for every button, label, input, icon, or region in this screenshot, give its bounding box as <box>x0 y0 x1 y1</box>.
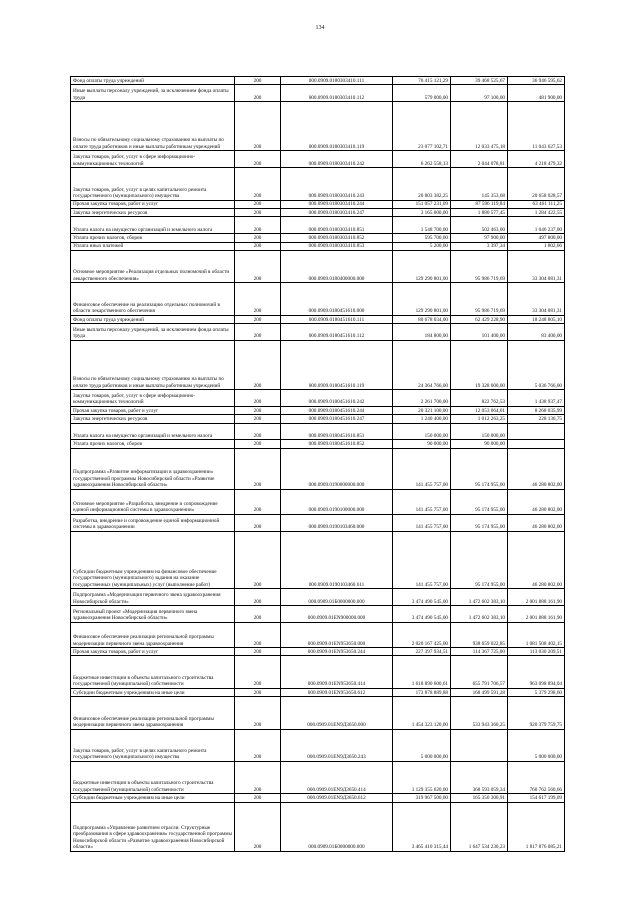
table-row <box>71 606 565 623</box>
table-row <box>71 697 565 729</box>
row-ved-code: 200 <box>235 531 281 589</box>
row-name: Закупка энергетических ресурсов <box>71 208 235 216</box>
row-approved-amount: 23 077 102,71 <box>393 102 451 151</box>
table-row <box>71 489 565 514</box>
row-ved-code: 200 <box>235 315 281 323</box>
row-executed-amount: 12 053 064,01 <box>451 406 508 414</box>
table-row <box>71 315 565 323</box>
table-row <box>71 656 565 688</box>
row-unexecuted-amount <box>508 440 565 448</box>
row-approved-amount: 3 474 490 545,00 <box>393 589 451 606</box>
table-row <box>71 85 565 102</box>
row-name: Субсидии бюджетным учреждениям на иные цели <box>71 688 235 696</box>
row-unexecuted-amount: 1 817 876 085,21 <box>508 802 565 851</box>
row-ved-code: 200 <box>235 234 281 242</box>
row-name: Закупка товаров, работ, услуг в сфере информационно-коммуникационных технологий <box>71 151 235 168</box>
row-approved-amount: 141 455 757,00 <box>393 531 451 589</box>
row-unexecuted-amount <box>508 423 565 440</box>
row-budget-code: 000.0909.0190100000.000 <box>281 489 393 514</box>
row-budget-code: 000.0909.01ЕN953650.000 <box>281 622 393 647</box>
table-row <box>71 648 565 656</box>
row-executed-amount: 1 647 534 230,23 <box>451 802 508 851</box>
row-ved-code: 200 <box>235 802 281 851</box>
row-budget-code: 000.0909.0180451610.000 <box>281 283 393 315</box>
row-name: Основное мероприятие «Разработка, внедрение и сопровождение единой информационной системы в здравоохранении» <box>71 489 235 514</box>
row-ved-code: 200 <box>235 448 281 489</box>
row-name: Подпрограмма «Управление развитием отрасли. Структурные преобразования в сфере здравоохранения» государственной программы Новосибирской области «Развитие здравоохранения Новосибирской области» <box>71 802 235 851</box>
row-ved-code: 200 <box>235 589 281 606</box>
row-budget-code: 000.0909.01ЕN953650.244 <box>281 648 393 656</box>
row-name: Закупка товаров, работ, услуг в целях капитального ремонта государственного (муниципального) имущества <box>71 168 235 200</box>
row-unexecuted-amount: 4 218 479,32 <box>508 151 565 168</box>
row-approved-amount: 5 000 000,00 <box>393 729 451 761</box>
table-row <box>71 531 565 589</box>
table-row <box>71 340 565 389</box>
row-name: Уплата иных платежей <box>71 242 235 250</box>
row-name: Подпрограмма «Модернизация первичного звена здравоохранения Новосибирской области» <box>71 589 235 606</box>
row-budget-code: 000.0909.0180303410.853 <box>281 242 393 250</box>
row-unexecuted-amount: 46 280 802,00 <box>508 531 565 589</box>
row-name: Взносы по обязательному социальному страхованию на выплаты по оплате труда работников и иные выплаты работникам учреждений <box>71 340 235 389</box>
row-name: Финансовое обеспечение реализации региональной программы модернизации первичного звена здравоохранения <box>71 697 235 729</box>
row-approved-amount: 1 240 400,00 <box>393 415 451 423</box>
row-approved-amount: 129 290 801,00 <box>393 250 451 282</box>
row-unexecuted-amount: 46 280 802,00 <box>508 489 565 514</box>
row-approved-amount: 20 321 100,00 <box>393 406 451 414</box>
row-name: Бюджетные инвестиции в объекты капитального строительства государственной (муниципальной) собственности <box>71 656 235 688</box>
row-executed-amount: 95 174 955,00 <box>451 514 508 531</box>
row-name: Финансовое обеспечение реализации региональной программы модернизации первичного звена здравоохранения <box>71 622 235 647</box>
table-row <box>71 448 565 489</box>
row-budget-code: 000.0909.0180303410.112 <box>281 85 393 102</box>
row-executed-amount: 655 791 706,57 <box>451 656 508 688</box>
row-approved-amount: 319 967 500,00 <box>393 794 451 802</box>
row-name: Уплата налога на имущество организаций и земельного налога <box>71 217 235 234</box>
table-row <box>71 729 565 761</box>
row-budget-code: 000.0909.01ЕN953650.612 <box>281 688 393 696</box>
row-budget-code: 000.0909.0180451610.112 <box>281 324 393 341</box>
row-executed-amount: 1 472 602 383,10 <box>451 589 508 606</box>
row-unexecuted-amount: 33 304 081,31 <box>508 250 565 282</box>
row-unexecuted-amount: 1 046 237,00 <box>508 217 565 234</box>
row-name: Основное мероприятие «Реализация отдельных полномочий в области лекарственного обеспечения» <box>71 250 235 282</box>
row-budget-code: 000.0909.01ЕN9Д3650.000 <box>281 697 393 729</box>
row-executed-amount: 114 367 725,00 <box>451 648 508 656</box>
row-executed-amount: 533 943 360,25 <box>451 697 508 729</box>
page-number: 134 <box>315 25 325 31</box>
row-unexecuted-amount: 36 946 595,62 <box>508 77 565 85</box>
row-approved-amount: 90 000,00 <box>393 440 451 448</box>
row-unexecuted-amount: 46 280 802,00 <box>508 514 565 531</box>
row-approved-amount: 2 261 700,00 <box>393 390 451 407</box>
row-name: Фонд оплаты труда учреждений <box>71 315 235 323</box>
row-ved-code: 200 <box>235 406 281 414</box>
row-ved-code: 200 <box>235 283 281 315</box>
row-ved-code: 200 <box>235 85 281 102</box>
row-budget-code: 000.0909.0190103460.611 <box>281 531 393 589</box>
row-budget-code: 000.0909.0180451610.851 <box>281 423 393 440</box>
row-unexecuted-amount: 1 438 937,47 <box>508 390 565 407</box>
row-ved-code: 200 <box>235 77 281 85</box>
row-unexecuted-amount: 5 000 000,00 <box>508 729 565 761</box>
row-approved-amount: 3 465 410 315,44 <box>393 802 451 851</box>
row-budget-code: 000.0909.0180400000.000 <box>281 250 393 282</box>
row-budget-code: 000.0909.0180303410.243 <box>281 168 393 200</box>
budget-table-body <box>71 77 565 852</box>
row-budget-code: 000.0909.0190103460.000 <box>281 514 393 531</box>
row-approved-amount: 2 020 167 425,00 <box>393 622 451 647</box>
table-row <box>71 250 565 282</box>
table-row <box>71 440 565 448</box>
row-ved-code: 200 <box>235 648 281 656</box>
row-approved-amount: 129 290 801,00 <box>393 283 451 315</box>
row-approved-amount: 579 000,00 <box>393 85 451 102</box>
row-ved-code: 200 <box>235 729 281 761</box>
row-ved-code: 200 <box>235 656 281 688</box>
table-row <box>71 151 565 168</box>
row-ved-code: 200 <box>235 761 281 793</box>
table-row <box>71 102 565 151</box>
table-row <box>71 77 565 85</box>
row-budget-code: 000.0909.01Б0000000.000 <box>281 802 393 851</box>
row-ved-code: 200 <box>235 250 281 282</box>
row-ved-code: 200 <box>235 622 281 647</box>
table-row <box>71 283 565 315</box>
row-executed-amount: 502 463,00 <box>451 217 508 234</box>
row-ved-code: 200 <box>235 697 281 729</box>
row-unexecuted-amount: 20 658 028,57 <box>508 168 565 200</box>
row-executed-amount: 3 397,34 <box>451 242 508 250</box>
row-budget-code: 000.0909.0180303410.851 <box>281 217 393 234</box>
row-approved-amount: 24 364 766,00 <box>393 340 451 389</box>
row-executed-amount: 368 593 059,34 <box>451 761 508 793</box>
row-budget-code: 000.0909.01ЕN9Д3650.414 <box>281 761 393 793</box>
row-ved-code: 200 <box>235 340 281 389</box>
row-unexecuted-amount: 113 030 209,51 <box>508 648 565 656</box>
row-name: Прочая закупка товаров, работ и услуг <box>71 406 235 414</box>
row-unexecuted-amount: 5 036 766,00 <box>508 340 565 389</box>
row-budget-code: 000.0909.01ЕN953650.414 <box>281 656 393 688</box>
row-executed-amount: 1 880 577,45 <box>451 208 508 216</box>
row-ved-code: 200 <box>235 200 281 208</box>
row-ved-code: 200 <box>235 415 281 423</box>
row-executed-amount: 95 174 955,00 <box>451 531 508 589</box>
row-executed-amount <box>451 729 508 761</box>
row-unexecuted-amount: 5 379 298,60 <box>508 688 565 696</box>
row-ved-code: 200 <box>235 102 281 151</box>
row-unexecuted-amount: 2 001 888 161,90 <box>508 589 565 606</box>
row-budget-code: 000.0909.0180303410.852 <box>281 234 393 242</box>
row-name: Финансовое обеспечение на реализацию отдельных полномочий в области лекарственного обеспечения <box>71 283 235 315</box>
row-budget-code: 000.0909.01ЕN9Д3650.612 <box>281 794 393 802</box>
row-budget-code: 000.0909.0180303410.242 <box>281 151 393 168</box>
row-name: Закупка энергетических ресурсов <box>71 415 235 423</box>
row-unexecuted-amount: 497 800,00 <box>508 234 565 242</box>
row-ved-code: 200 <box>235 423 281 440</box>
row-ved-code: 200 <box>235 208 281 216</box>
row-executed-amount: 95 174 955,00 <box>451 448 508 489</box>
row-name: Прочая закупка товаров, работ и услуг <box>71 648 235 656</box>
row-budget-code: 000.0909.01ЕN900000.000 <box>281 606 393 623</box>
budget-table <box>70 76 565 852</box>
row-approved-amount: 227 397 934,51 <box>393 648 451 656</box>
row-approved-amount: 3 165 000,00 <box>393 208 451 216</box>
table-row <box>71 242 565 250</box>
row-approved-amount: 76 415 121,29 <box>393 77 451 85</box>
row-approved-amount: 1 618 890 600,61 <box>393 656 451 688</box>
table-row <box>71 406 565 414</box>
row-budget-code: 000.0909.0180451610.119 <box>281 340 393 389</box>
row-approved-amount: 151 057 231,09 <box>393 200 451 208</box>
row-approved-amount: 1 129 355 620,00 <box>393 761 451 793</box>
row-unexecuted-amount: 481 900,00 <box>508 85 565 102</box>
row-budget-code: 000.0909.0180451610.242 <box>281 390 393 407</box>
row-budget-code: 000.0909.0180303410.247 <box>281 208 393 216</box>
table-row <box>71 415 565 423</box>
row-name: Уплата налога на имущество организаций и земельного налога <box>71 423 235 440</box>
row-unexecuted-amount: 760 762 560,66 <box>508 761 565 793</box>
row-executed-amount: 19 328 000,00 <box>451 340 508 389</box>
row-executed-amount: 168 499 591,28 <box>451 688 508 696</box>
row-budget-code: 000.0909.0180303410.244 <box>281 200 393 208</box>
row-budget-code: 000.0909.0190000000.000 <box>281 448 393 489</box>
row-unexecuted-amount: 1 284 422,55 <box>508 208 565 216</box>
row-budget-code: 000.0909.0180303410.119 <box>281 102 393 151</box>
row-unexecuted-amount: 2 001 888 161,90 <box>508 606 565 623</box>
row-executed-amount: 938 659 022,85 <box>451 622 508 647</box>
row-ved-code: 200 <box>235 324 281 341</box>
row-executed-amount: 97 100,00 <box>451 85 508 102</box>
row-ved-code: 200 <box>235 514 281 531</box>
row-executed-amount: 165 350 300,91 <box>451 794 508 802</box>
table-row <box>71 514 565 531</box>
row-name: Бюджетные инвестиции в объекты капитального строительства государственной (муниципальной) собственности <box>71 761 235 793</box>
row-executed-amount: 62 429 228,90 <box>451 315 508 323</box>
row-approved-amount: 595 700,00 <box>393 234 451 242</box>
table-row <box>71 761 565 793</box>
row-ved-code: 200 <box>235 794 281 802</box>
table-row <box>71 390 565 407</box>
row-name: Взносы по обязательному социальному страхованию на выплаты по оплате труда работников и иные выплаты работникам учреждений <box>71 102 235 151</box>
row-approved-amount: 1 454 323 120,00 <box>393 697 451 729</box>
row-name: Подпрограмма «Развитие информатизации в здравоохранении» государственной программы Новосибирской области «Развитие здравоохранения Новосибирской области» <box>71 448 235 489</box>
row-executed-amount: 822 762,53 <box>451 390 508 407</box>
row-budget-code: 000.0909.0180451610.247 <box>281 415 393 423</box>
row-budget-code: 000.0909.01Б0000000.000 <box>281 589 393 606</box>
row-ved-code: 200 <box>235 390 281 407</box>
row-executed-amount: 39 468 525,67 <box>451 77 508 85</box>
row-name: Субсидии бюджетным учреждениям на финансовое обеспечение государственного (муниципального) задания на оказание государственных (муниципальных) услуг (выполнение работ) <box>71 531 235 589</box>
table-row <box>71 217 565 234</box>
row-unexecuted-amount: 18 248 805,10 <box>508 315 565 323</box>
table-row <box>71 794 565 802</box>
row-name: Иные выплаты персоналу учреждений, за исключением фонда оплаты труда <box>71 85 235 102</box>
row-ved-code: 200 <box>235 606 281 623</box>
table-row <box>71 200 565 208</box>
row-unexecuted-amount: 154 617 199,09 <box>508 794 565 802</box>
row-name: Региональный проект «Модернизация первичного звена здравоохранения Новосибирской области» <box>71 606 235 623</box>
row-executed-amount: 95 986 719,69 <box>451 250 508 282</box>
row-name: Закупка товаров, работ, услуг в целях капитального ремонта государственного (муниципального) имущества <box>71 729 235 761</box>
table-row <box>71 324 565 341</box>
row-unexecuted-amount: 920 379 759,75 <box>508 697 565 729</box>
row-executed-amount: 97 900,00 <box>451 234 508 242</box>
row-name: Уплата прочих налогов, сборов <box>71 440 235 448</box>
row-name: Фонд оплаты труда учреждений <box>71 77 235 85</box>
table-row <box>71 208 565 216</box>
row-executed-amount: 1 012 263,25 <box>451 415 508 423</box>
row-executed-amount: 90 000,00 <box>451 440 508 448</box>
row-executed-amount: 101 400,00 <box>451 324 508 341</box>
table-row <box>71 589 565 606</box>
row-executed-amount: 95 986 719,69 <box>451 283 508 315</box>
table-row <box>71 168 565 200</box>
table-row <box>71 423 565 440</box>
row-ved-code: 200 <box>235 489 281 514</box>
row-name: Разработка, внедрение и сопровождение единой информационной системы в здравоохранении <box>71 514 235 531</box>
row-unexecuted-amount: 63 461 111,25 <box>508 200 565 208</box>
row-executed-amount: 95 174 955,00 <box>451 489 508 514</box>
row-ved-code: 200 <box>235 168 281 200</box>
table-row <box>71 234 565 242</box>
row-approved-amount: 5 200,00 <box>393 242 451 250</box>
row-approved-amount: 173 878 889,88 <box>393 688 451 696</box>
row-budget-code: 000.0909.01ЕN9Д3650.243 <box>281 729 393 761</box>
row-unexecuted-amount: 8 268 035,99 <box>508 406 565 414</box>
row-approved-amount: 141 455 757,00 <box>393 448 451 489</box>
row-executed-amount: 1 472 602 383,10 <box>451 606 508 623</box>
row-approved-amount: 141 455 757,00 <box>393 489 451 514</box>
row-executed-amount: 150 000,00 <box>451 423 508 440</box>
row-unexecuted-amount: 11 043 627,53 <box>508 102 565 151</box>
row-unexecuted-amount: 33 304 081,31 <box>508 283 565 315</box>
row-executed-amount: 12 033 475,18 <box>451 102 508 151</box>
row-name: Прочая закупка товаров, работ и услуг <box>71 200 235 208</box>
row-unexecuted-amount: 1 081 508 402,15 <box>508 622 565 647</box>
table-row <box>71 688 565 696</box>
row-budget-code: 000.0909.0180451610.111 <box>281 315 393 323</box>
row-name: Иные выплаты персоналу учреждений, за исключением фонда оплаты труда <box>71 324 235 341</box>
table-row <box>71 622 565 647</box>
row-executed-amount: 87 596 119,84 <box>451 200 508 208</box>
row-unexecuted-amount: 46 280 802,00 <box>508 448 565 489</box>
row-executed-amount: 2 044 078,81 <box>451 151 508 168</box>
row-executed-amount: 145 353,68 <box>451 168 508 200</box>
row-ved-code: 200 <box>235 440 281 448</box>
row-budget-code: 000.0909.0180451610.852 <box>281 440 393 448</box>
row-unexecuted-amount: 1 802,66 <box>508 242 565 250</box>
row-approved-amount: 20 803 382,25 <box>393 168 451 200</box>
row-approved-amount: 3 474 490 545,00 <box>393 606 451 623</box>
row-name: Субсидии бюджетным учреждениям на иные цели <box>71 794 235 802</box>
row-ved-code: 200 <box>235 688 281 696</box>
row-ved-code: 200 <box>235 242 281 250</box>
row-approved-amount: 184 800,00 <box>393 324 451 341</box>
row-name: Уплата прочих налогов, сборов <box>71 234 235 242</box>
row-name: Закупка товаров, работ, услуг в сфере информационно-коммуникационных технологий <box>71 390 235 407</box>
row-ved-code: 200 <box>235 151 281 168</box>
row-approved-amount: 6 262 558,13 <box>393 151 451 168</box>
row-unexecuted-amount: 83 400,00 <box>508 324 565 341</box>
row-approved-amount: 150 000,00 <box>393 423 451 440</box>
row-ved-code: 200 <box>235 217 281 234</box>
row-unexecuted-amount: 228 136,75 <box>508 415 565 423</box>
row-approved-amount: 80 678 034,00 <box>393 315 451 323</box>
row-approved-amount: 141 455 757,00 <box>393 514 451 531</box>
table-row <box>71 802 565 851</box>
row-budget-code: 000.0909.0180451610.244 <box>281 406 393 414</box>
row-approved-amount: 1 548 700,00 <box>393 217 451 234</box>
row-budget-code: 000.0909.0180303410.111 <box>281 77 393 85</box>
row-unexecuted-amount: 963 098 894,04 <box>508 656 565 688</box>
